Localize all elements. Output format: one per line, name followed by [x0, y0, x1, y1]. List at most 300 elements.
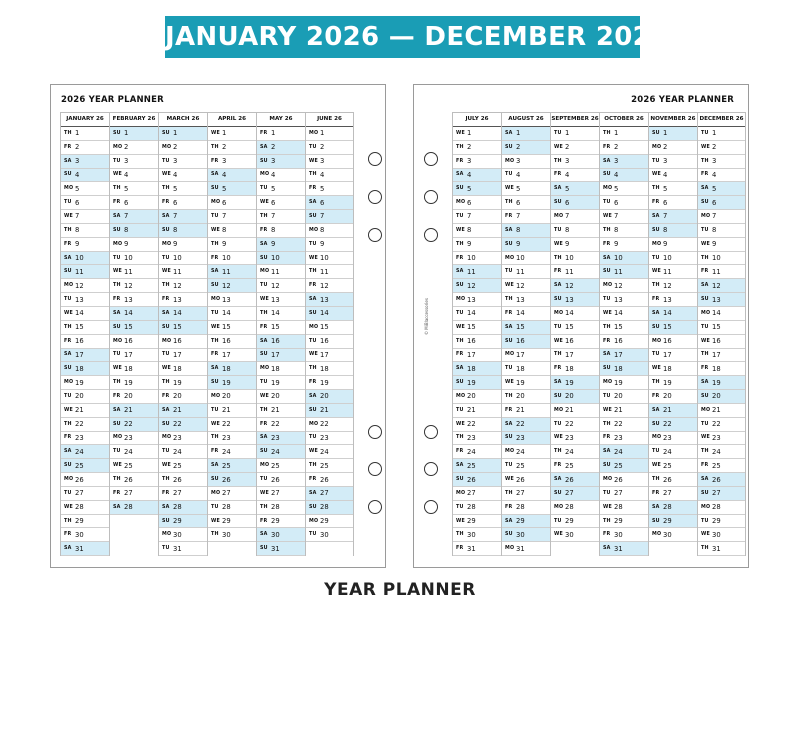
weekday-label: TU: [211, 504, 219, 510]
day-cell: [61, 293, 109, 307]
weekday-label: FR: [309, 380, 317, 386]
day-cell: [61, 445, 109, 459]
weekday-label: FR: [162, 297, 170, 303]
weekday-label: TU: [260, 380, 268, 386]
day-cell: [257, 362, 305, 376]
weekday-label: SA: [652, 213, 660, 219]
day-number: 9: [320, 240, 325, 249]
day-number: 23: [271, 433, 280, 442]
day-number: 18: [467, 364, 476, 373]
day-number: 1: [516, 129, 521, 138]
weekday-label: SA: [162, 310, 170, 316]
weekday-label: WE: [554, 435, 563, 441]
weekday-label: SA: [701, 380, 709, 386]
weekday-label: SU: [113, 421, 121, 427]
day-cell: [306, 127, 353, 141]
day-cell: [600, 459, 648, 473]
day-number: 20: [565, 392, 574, 401]
day-number: 13: [467, 295, 476, 304]
weekday-label: MO: [260, 463, 270, 469]
binder-hole: [368, 152, 382, 166]
day-cell: [110, 307, 158, 321]
day-number: 19: [271, 378, 280, 387]
weekday-label: SA: [603, 546, 611, 552]
weekday-label: MO: [162, 532, 172, 538]
day-cell: [257, 542, 305, 556]
weekday-label: SA: [162, 213, 170, 219]
day-number: 9: [222, 240, 227, 249]
day-cell: [257, 155, 305, 169]
day-number: 15: [124, 323, 133, 332]
weekday-label: MO: [260, 366, 270, 372]
weekday-label: WE: [456, 518, 465, 524]
day-number: 6: [516, 198, 521, 207]
day-cell: [502, 238, 550, 252]
day-number: 6: [173, 198, 178, 207]
day-number: 10: [565, 254, 574, 263]
day-number: 29: [516, 517, 525, 526]
month-header: MARCH 26: [159, 112, 207, 127]
weekday-label: MO: [652, 532, 662, 538]
day-cell: [649, 335, 697, 349]
day-cell: [159, 528, 207, 542]
weekday-label: SA: [309, 393, 317, 399]
day-cell: [257, 335, 305, 349]
day-cell: [159, 321, 207, 335]
empty-cell: [208, 542, 256, 556]
weekday-label: WE: [162, 172, 171, 178]
day-number: 2: [467, 143, 472, 152]
day-number: 13: [271, 295, 280, 304]
day-number: 21: [516, 406, 525, 415]
day-cell: [257, 169, 305, 183]
day-number: 4: [516, 170, 521, 179]
day-number: 23: [222, 433, 231, 442]
day-number: 5: [320, 184, 325, 193]
weekday-label: WE: [309, 158, 318, 164]
day-number: 5: [712, 184, 717, 193]
day-number: 3: [173, 157, 178, 166]
day-cell: [551, 141, 599, 155]
day-number: 3: [712, 157, 717, 166]
weekday-label: SU: [309, 213, 317, 219]
day-cell: [61, 418, 109, 432]
day-cell: [110, 501, 158, 515]
weekday-label: SU: [554, 297, 562, 303]
weekday-label: SU: [603, 269, 611, 275]
weekday-label: MO: [309, 421, 319, 427]
weekday-label: SU: [64, 172, 72, 178]
day-number: 27: [614, 489, 623, 498]
weekday-label: FR: [603, 144, 611, 150]
weekday-label: FR: [603, 435, 611, 441]
day-number: 22: [614, 420, 623, 429]
day-cell: [600, 501, 648, 515]
weekday-label: SU: [456, 477, 464, 483]
day-number: 30: [516, 530, 525, 539]
day-number: 19: [516, 378, 525, 387]
day-number: 18: [222, 364, 231, 373]
month-header: FEBRUARY 26: [110, 112, 158, 127]
weekday-label: TH: [701, 255, 709, 261]
weekday-label: SA: [456, 463, 464, 469]
weekday-label: WE: [64, 213, 73, 219]
day-number: 14: [614, 309, 623, 318]
day-cell: [502, 445, 550, 459]
day-number: 8: [663, 226, 668, 235]
day-cell: [159, 238, 207, 252]
day-number: 1: [320, 129, 325, 138]
day-number: 29: [565, 517, 574, 526]
weekday-label: WE: [505, 186, 514, 192]
day-cell: [159, 335, 207, 349]
day-cell: [502, 252, 550, 266]
day-number: 10: [75, 254, 84, 263]
day-cell: [698, 293, 745, 307]
day-number: 16: [516, 337, 525, 346]
weekday-label: TH: [309, 172, 317, 178]
month-header: AUGUST 26: [502, 112, 550, 127]
weekday-label: TH: [505, 393, 513, 399]
day-number: 6: [467, 198, 472, 207]
weekday-label: MO: [260, 269, 270, 275]
day-number: 15: [614, 323, 623, 332]
day-cell: [306, 307, 353, 321]
day-cell: [453, 155, 501, 169]
weekday-label: WE: [309, 449, 318, 455]
weekday-label: WE: [652, 463, 661, 469]
day-number: 14: [173, 309, 182, 318]
weekday-label: MO: [113, 241, 123, 247]
day-number: 22: [271, 420, 280, 429]
weekday-label: WE: [701, 532, 710, 538]
day-number: 6: [663, 198, 668, 207]
weekday-label: TU: [652, 449, 660, 455]
day-number: 30: [614, 530, 623, 539]
weekday-label: TH: [64, 130, 72, 136]
weekday-label: MO: [554, 504, 564, 510]
weekday-label: TU: [456, 310, 464, 316]
weekday-label: TU: [309, 144, 317, 150]
day-number: 26: [75, 475, 84, 484]
day-cell: [502, 265, 550, 279]
weekday-label: TU: [456, 213, 464, 219]
day-number: 15: [173, 323, 182, 332]
weekday-label: TU: [64, 490, 72, 496]
day-number: 11: [663, 267, 672, 276]
day-cell: [208, 252, 256, 266]
day-number: 27: [712, 489, 721, 498]
day-cell: [61, 349, 109, 363]
weekday-label: MO: [505, 352, 515, 358]
weekday-label: TU: [211, 310, 219, 316]
weekday-label: WE: [701, 338, 710, 344]
weekday-label: FR: [113, 393, 121, 399]
month-column: [256, 112, 305, 556]
weekday-label: TH: [260, 407, 268, 413]
day-cell: [159, 473, 207, 487]
day-cell: [698, 390, 745, 404]
day-number: 20: [320, 392, 329, 401]
day-number: 25: [173, 461, 182, 470]
weekday-label: FR: [652, 297, 660, 303]
weekday-label: WE: [211, 227, 220, 233]
day-number: 7: [516, 212, 521, 221]
day-number: 13: [124, 295, 133, 304]
day-number: 26: [614, 475, 623, 484]
day-cell: [159, 349, 207, 363]
day-cell: [306, 196, 353, 210]
weekday-label: SU: [113, 324, 121, 330]
weekday-label: TH: [456, 435, 464, 441]
weekday-label: WE: [652, 172, 661, 178]
day-cell: [502, 293, 550, 307]
day-cell: [600, 279, 648, 293]
day-cell: [649, 196, 697, 210]
day-cell: [453, 418, 501, 432]
day-number: 19: [124, 378, 133, 387]
day-cell: [502, 501, 550, 515]
day-number: 22: [663, 420, 672, 429]
weekday-label: TH: [260, 213, 268, 219]
weekday-label: MO: [162, 435, 172, 441]
day-cell: [159, 487, 207, 501]
day-cell: [110, 127, 158, 141]
day-number: 20: [712, 392, 721, 401]
day-number: 4: [614, 170, 619, 179]
day-cell: [110, 293, 158, 307]
day-cell: [551, 196, 599, 210]
day-cell: [257, 501, 305, 515]
day-cell: [698, 376, 745, 390]
weekday-label: SA: [162, 407, 170, 413]
day-cell: [61, 169, 109, 183]
day-number: 13: [173, 295, 182, 304]
day-cell: [649, 169, 697, 183]
month-header: JULY 26: [453, 112, 501, 127]
day-cell: [502, 335, 550, 349]
day-cell: [257, 279, 305, 293]
day-number: 23: [663, 433, 672, 442]
weekday-label: WE: [603, 407, 612, 413]
day-cell: [649, 418, 697, 432]
weekday-label: WE: [211, 421, 220, 427]
weekday-label: MO: [652, 338, 662, 344]
day-cell: [306, 321, 353, 335]
weekday-label: SU: [211, 477, 219, 483]
weekday-label: SU: [162, 130, 170, 136]
weekday-label: TU: [64, 297, 72, 303]
day-cell: [649, 321, 697, 335]
binder-hole: [424, 500, 438, 514]
weekday-label: TU: [554, 518, 562, 524]
day-number: 27: [663, 489, 672, 498]
day-cell: [110, 141, 158, 155]
day-number: 27: [173, 489, 182, 498]
day-number: 13: [614, 295, 623, 304]
weekday-label: TH: [260, 504, 268, 510]
day-cell: [110, 362, 158, 376]
day-number: 17: [173, 350, 182, 359]
day-cell: [306, 238, 353, 252]
day-cell: [61, 279, 109, 293]
day-cell: [453, 404, 501, 418]
day-number: 10: [222, 254, 231, 263]
weekday-label: WE: [456, 227, 465, 233]
day-number: 2: [222, 143, 227, 152]
day-cell: [306, 252, 353, 266]
day-cell: [551, 252, 599, 266]
day-cell: [208, 265, 256, 279]
page-title: 2026 YEAR PLANNER: [631, 95, 734, 105]
day-number: 7: [663, 212, 668, 221]
day-cell: [208, 224, 256, 238]
day-number: 5: [565, 184, 570, 193]
weekday-label: WE: [603, 504, 612, 510]
weekday-label: SA: [603, 449, 611, 455]
day-cell: [502, 127, 550, 141]
binder-hole: [424, 462, 438, 476]
day-number: 11: [565, 267, 574, 276]
day-cell: [600, 349, 648, 363]
day-number: 7: [320, 212, 325, 221]
weekday-label: FR: [162, 200, 170, 206]
day-cell: [306, 404, 353, 418]
weekday-label: FR: [456, 546, 464, 552]
day-number: 14: [222, 309, 231, 318]
day-number: 16: [712, 337, 721, 346]
weekday-label: TH: [505, 200, 513, 206]
day-cell: [453, 321, 501, 335]
month-header: JUNE 26: [306, 112, 353, 127]
day-cell: [698, 196, 745, 210]
day-cell: [208, 210, 256, 224]
day-cell: [698, 487, 745, 501]
day-number: 10: [712, 254, 721, 263]
month-column: [207, 112, 256, 556]
day-cell: [600, 210, 648, 224]
day-cell: [61, 528, 109, 542]
day-cell: [453, 307, 501, 321]
weekday-label: TH: [554, 158, 562, 164]
weekday-label: SA: [64, 158, 72, 164]
weekday-label: SA: [603, 158, 611, 164]
day-cell: [453, 141, 501, 155]
day-number: 29: [75, 517, 84, 526]
weekday-label: TU: [554, 130, 562, 136]
day-number: 29: [467, 517, 476, 526]
day-number: 6: [712, 198, 717, 207]
weekday-label: WE: [309, 352, 318, 358]
day-cell: [698, 528, 745, 542]
day-cell: [208, 418, 256, 432]
weekday-label: FR: [505, 504, 513, 510]
day-cell: [600, 376, 648, 390]
day-number: 27: [75, 489, 84, 498]
month-column: [697, 112, 746, 556]
day-cell: [306, 210, 353, 224]
weekday-label: TH: [211, 338, 219, 344]
weekday-label: WE: [554, 532, 563, 538]
day-number: 8: [320, 226, 325, 235]
day-cell: [306, 390, 353, 404]
day-number: 21: [124, 406, 133, 415]
weekday-label: FR: [260, 130, 268, 136]
weekday-label: TU: [211, 407, 219, 413]
day-cell: [208, 169, 256, 183]
weekday-label: TU: [260, 283, 268, 289]
weekday-label: SA: [211, 366, 219, 372]
day-cell: [698, 459, 745, 473]
day-cell: [159, 418, 207, 432]
day-cell: [306, 349, 353, 363]
weekday-label: WE: [603, 310, 612, 316]
day-cell: [600, 487, 648, 501]
weekday-label: WE: [113, 463, 122, 469]
day-number: 9: [173, 240, 178, 249]
day-number: 26: [663, 475, 672, 484]
weekday-label: MO: [701, 504, 711, 510]
day-cell: [600, 196, 648, 210]
day-cell: [600, 445, 648, 459]
day-cell: [649, 445, 697, 459]
day-cell: [306, 293, 353, 307]
day-number: 12: [271, 281, 280, 290]
day-number: 20: [663, 392, 672, 401]
day-cell: [61, 404, 109, 418]
day-cell: [257, 432, 305, 446]
day-cell: [551, 321, 599, 335]
day-number: 21: [320, 406, 329, 415]
day-cell: [502, 459, 550, 473]
weekday-label: TH: [603, 130, 611, 136]
day-cell: [698, 224, 745, 238]
day-number: 29: [712, 517, 721, 526]
binder-hole: [368, 462, 382, 476]
day-number: 11: [320, 267, 329, 276]
day-number: 22: [467, 420, 476, 429]
day-number: 12: [222, 281, 231, 290]
day-cell: [61, 127, 109, 141]
weekday-label: SU: [162, 324, 170, 330]
day-cell: [502, 307, 550, 321]
day-number: 18: [124, 364, 133, 373]
day-number: 31: [467, 544, 476, 553]
weekday-label: TU: [456, 504, 464, 510]
day-cell: [649, 279, 697, 293]
day-cell: [551, 293, 599, 307]
day-number: 3: [124, 157, 129, 166]
day-number: 9: [663, 240, 668, 249]
day-number: 7: [173, 212, 178, 221]
weekday-label: WE: [505, 477, 514, 483]
month-header: MAY 26: [257, 112, 305, 127]
weekday-label: TH: [260, 310, 268, 316]
weekday-label: SU: [554, 393, 562, 399]
day-number: 15: [75, 323, 84, 332]
day-cell: [306, 487, 353, 501]
weekday-label: TH: [505, 490, 513, 496]
day-number: 31: [712, 544, 721, 553]
day-number: 15: [271, 323, 280, 332]
day-number: 26: [222, 475, 231, 484]
weekday-label: TH: [309, 269, 317, 275]
weekday-label: TH: [701, 546, 709, 552]
day-cell: [306, 459, 353, 473]
weekday-label: SU: [701, 297, 709, 303]
weekday-label: TU: [505, 269, 513, 275]
weekday-label: TU: [603, 490, 611, 496]
